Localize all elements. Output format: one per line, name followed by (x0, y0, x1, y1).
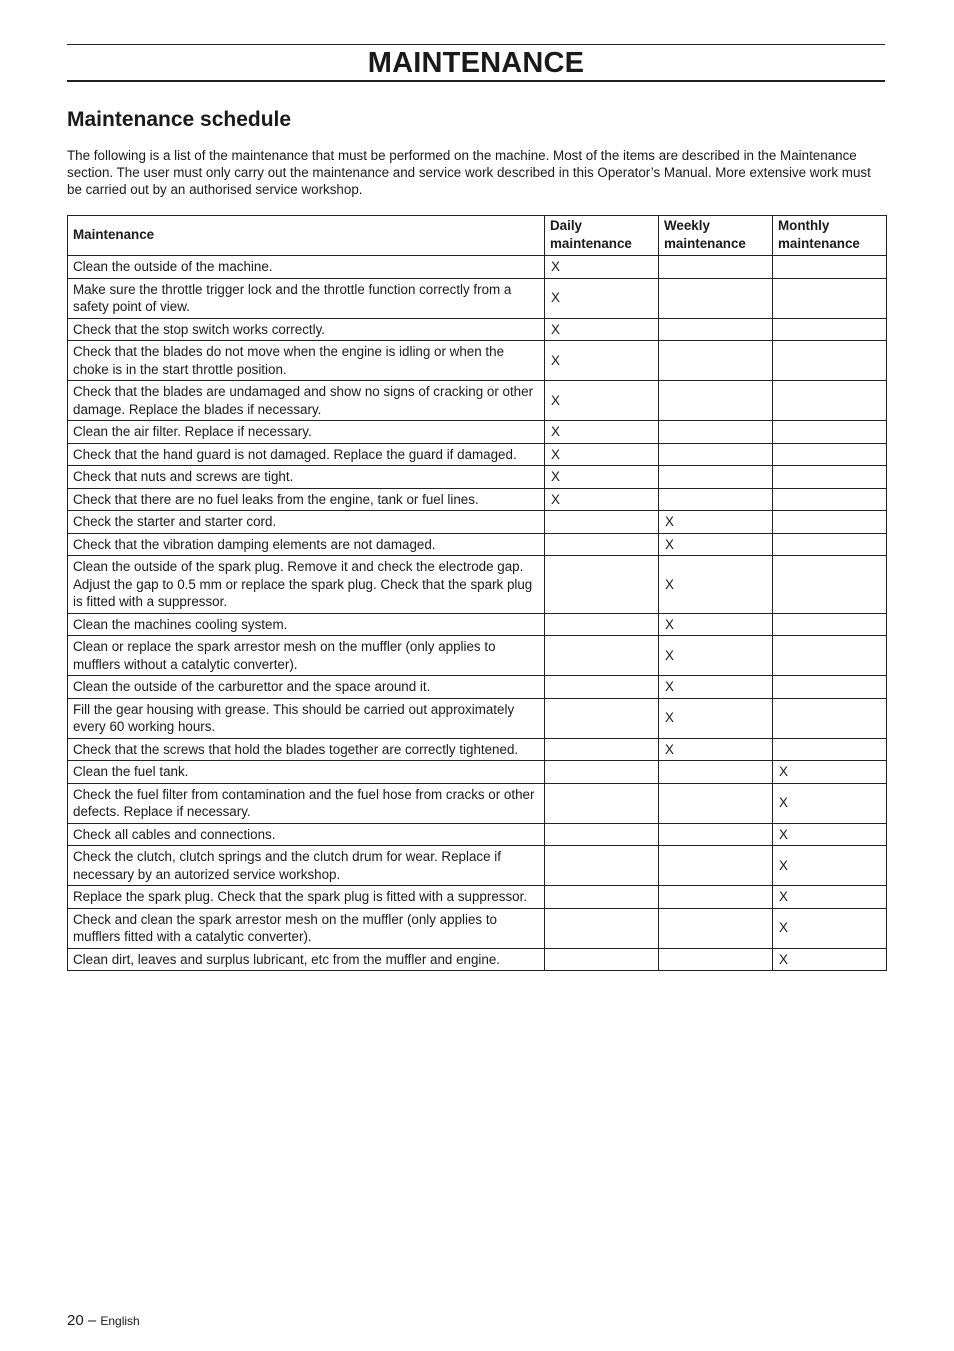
table-row (68, 886, 887, 909)
table-header-row (68, 216, 887, 256)
daily-cell: X (545, 341, 659, 381)
weekly-cell: X (659, 676, 773, 699)
daily-cell (545, 511, 659, 534)
task-cell: Fill the gear housing with grease. This should be carried out approximately every 60 working hours. (68, 698, 545, 738)
weekly-cell (659, 278, 773, 318)
daily-cell (545, 761, 659, 784)
daily-cell: X (545, 421, 659, 444)
weekly-cell (659, 908, 773, 948)
monthly-cell (773, 421, 887, 444)
daily-cell (545, 738, 659, 761)
footer-language: English (100, 1314, 140, 1328)
daily-cell (545, 676, 659, 699)
task-cell: Check that the hand guard is not damaged. Replace the guard if damaged. (68, 443, 545, 466)
table-row (68, 783, 887, 823)
table-row (68, 556, 887, 614)
table-row (68, 341, 887, 381)
daily-cell (545, 846, 659, 886)
task-cell: Check that the screws that hold the blades together are correctly tightened. (68, 738, 545, 761)
monthly-cell (773, 341, 887, 381)
monthly-cell: X (773, 948, 887, 971)
task-cell: Clean the machines cooling system. (68, 613, 545, 636)
column-header-maintenance: Maintenance (68, 216, 545, 256)
page-header (67, 44, 885, 82)
monthly-cell: X (773, 846, 887, 886)
table-row (68, 256, 887, 279)
table-row (68, 318, 887, 341)
task-cell: Clean dirt, leaves and surplus lubricant, etc from the muffler and engine. (68, 948, 545, 971)
table-row (68, 613, 887, 636)
weekly-cell (659, 381, 773, 421)
table-row (68, 488, 887, 511)
monthly-cell (773, 613, 887, 636)
table-row (68, 443, 887, 466)
weekly-cell: X (659, 556, 773, 614)
daily-cell: X (545, 278, 659, 318)
table-row (68, 846, 887, 886)
page-number: 20 (67, 1312, 84, 1329)
daily-cell: X (545, 381, 659, 421)
table-row (68, 823, 887, 846)
weekly-cell (659, 318, 773, 341)
weekly-cell: X (659, 738, 773, 761)
task-cell: Check that nuts and screws are tight. (68, 466, 545, 489)
weekly-cell: X (659, 533, 773, 556)
daily-cell (545, 636, 659, 676)
monthly-cell (773, 381, 887, 421)
table-row (68, 511, 887, 534)
monthly-cell (773, 556, 887, 614)
weekly-cell (659, 488, 773, 511)
task-cell: Check all cables and connections. (68, 823, 545, 846)
weekly-cell (659, 421, 773, 444)
maintenance-schedule-table (67, 215, 887, 971)
daily-cell: X (545, 443, 659, 466)
task-cell: Check that the vibration damping elements are not damaged. (68, 533, 545, 556)
daily-cell: X (545, 318, 659, 341)
monthly-cell: X (773, 886, 887, 909)
weekly-cell: X (659, 698, 773, 738)
weekly-cell: X (659, 636, 773, 676)
weekly-cell (659, 761, 773, 784)
column-header-daily: Daily maintenance (545, 216, 659, 256)
task-cell: Check that the blades are undamaged and show no signs of cracking or other damage. Replace the blades if necessary. (68, 381, 545, 421)
page-footer (67, 1311, 140, 1331)
weekly-cell (659, 341, 773, 381)
monthly-cell (773, 676, 887, 699)
daily-cell (545, 613, 659, 636)
daily-cell (545, 698, 659, 738)
weekly-cell: X (659, 613, 773, 636)
weekly-cell (659, 886, 773, 909)
intro-paragraph: The following is a list of the maintenance that must be performed on the machine. Most of the items are described in the Maintenance section. The user must only carry out the maintenance and service work described in this Operator’s Manual. More extensive work must be carried out by an authorised service workshop. (67, 148, 871, 197)
table-row (68, 908, 887, 948)
table-body (68, 256, 887, 971)
task-cell: Check the clutch, clutch springs and the clutch drum for wear. Replace if necessary by an autorized service workshop. (68, 846, 545, 886)
weekly-cell (659, 256, 773, 279)
daily-cell (545, 948, 659, 971)
weekly-cell: X (659, 511, 773, 534)
task-cell: Check the starter and starter cord. (68, 511, 545, 534)
monthly-cell (773, 466, 887, 489)
task-cell: Make sure the throttle trigger lock and the throttle function correctly from a safety point of view. (68, 278, 545, 318)
task-cell: Check the fuel filter from contamination and the fuel hose from cracks or other defects. Replace if necessary. (68, 783, 545, 823)
monthly-cell (773, 488, 887, 511)
footer-separator: – (87, 1312, 97, 1329)
task-cell: Clean the air filter. Replace if necessary. (68, 421, 545, 444)
table-row (68, 761, 887, 784)
weekly-cell (659, 823, 773, 846)
table-row (68, 381, 887, 421)
daily-cell (545, 556, 659, 614)
daily-cell (545, 533, 659, 556)
table-row (68, 948, 887, 971)
weekly-cell (659, 783, 773, 823)
task-cell: Check that the blades do not move when the engine is idling or when the choke is in the start throttle position. (68, 341, 545, 381)
task-cell: Clean or replace the spark arrestor mesh on the muffler (only applies to mufflers without a catalytic converter). (68, 636, 545, 676)
task-cell: Clean the fuel tank. (68, 761, 545, 784)
table-row (68, 636, 887, 676)
monthly-cell: X (773, 761, 887, 784)
task-cell: Check that the stop switch works correctly. (68, 318, 545, 341)
monthly-cell (773, 256, 887, 279)
daily-cell (545, 783, 659, 823)
table-row (68, 533, 887, 556)
task-cell: Replace the spark plug. Check that the spark plug is fitted with a suppressor. (68, 886, 545, 909)
column-header-monthly: Monthly maintenance (773, 216, 887, 256)
page-title: MAINTENANCE (367, 47, 585, 79)
monthly-cell (773, 318, 887, 341)
table-row (68, 278, 887, 318)
task-cell: Clean the outside of the spark plug. Remove it and check the electrode gap. Adjust the gap to 0.5 mm or replace the spark plug. Check that the spark plug is fitted with a suppressor. (68, 556, 545, 614)
daily-cell: X (545, 256, 659, 279)
weekly-cell (659, 846, 773, 886)
monthly-cell (773, 278, 887, 318)
task-cell: Clean the outside of the carburettor and the space around it. (68, 676, 545, 699)
table-row (68, 676, 887, 699)
table-row (68, 466, 887, 489)
column-header-weekly: Weekly maintenance (659, 216, 773, 256)
monthly-cell (773, 511, 887, 534)
monthly-cell (773, 636, 887, 676)
task-cell: Check that there are no fuel leaks from the engine, tank or fuel lines. (68, 488, 545, 511)
daily-cell: X (545, 466, 659, 489)
daily-cell (545, 823, 659, 846)
table-row (68, 738, 887, 761)
weekly-cell (659, 443, 773, 466)
monthly-cell: X (773, 823, 887, 846)
weekly-cell (659, 466, 773, 489)
daily-cell (545, 886, 659, 909)
task-cell: Check and clean the spark arrestor mesh on the muffler (only applies to mufflers fitted with a catalytic converter). (68, 908, 545, 948)
section-title: Maintenance schedule (67, 108, 292, 131)
weekly-cell (659, 948, 773, 971)
monthly-cell (773, 443, 887, 466)
daily-cell: X (545, 488, 659, 511)
monthly-cell: X (773, 783, 887, 823)
monthly-cell: X (773, 908, 887, 948)
daily-cell (545, 908, 659, 948)
monthly-cell (773, 698, 887, 738)
table-row (68, 421, 887, 444)
table-row (68, 698, 887, 738)
task-cell: Clean the outside of the machine. (68, 256, 545, 279)
monthly-cell (773, 533, 887, 556)
monthly-cell (773, 738, 887, 761)
